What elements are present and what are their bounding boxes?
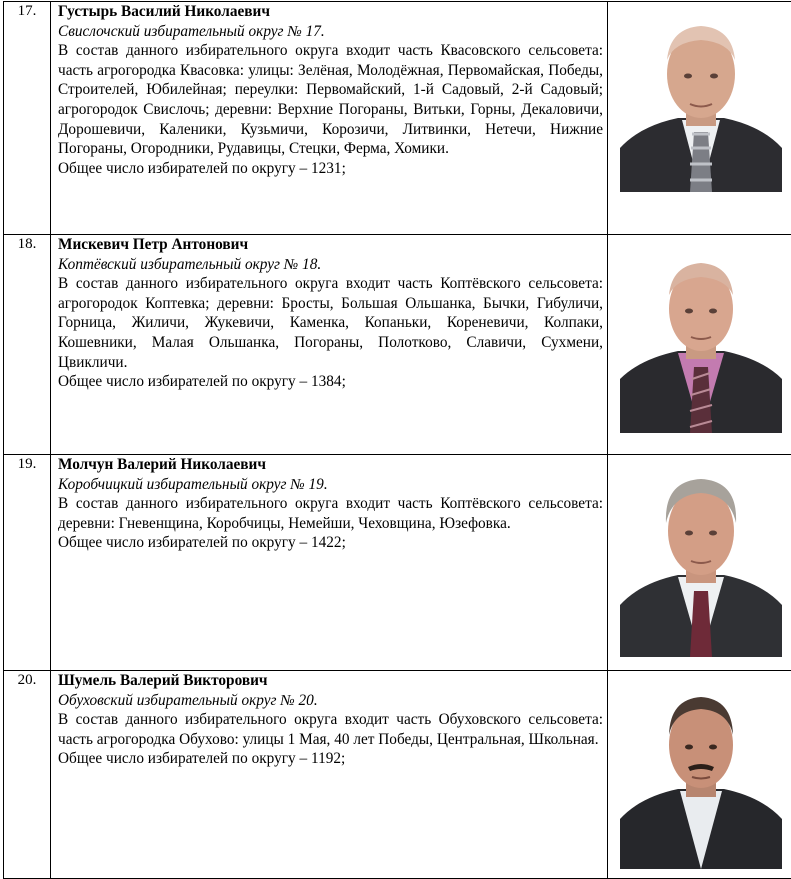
candidate-info (51, 671, 608, 879)
voter-count: Общее число избирателей по округу – 1384; (58, 373, 346, 391)
voter-count: Общее число избирателей по округу – 1231; (58, 159, 346, 177)
photo-cell (608, 671, 791, 879)
candidate-info (51, 235, 608, 455)
candidates-table (3, 1, 791, 879)
voter-count: Общее число избирателей по округу – 1422; (58, 534, 346, 552)
photo-cell (608, 235, 791, 455)
district-description: В состав данного избирательного округа входит часть Коптёвского сельсовета: деревни: Гневенщина, Коробчицы, Немейши, Чеховщина, Юзефовка. (58, 495, 603, 532)
candidate-info (51, 2, 608, 235)
district-name: Свислочский избирательный округ № 17. (58, 22, 325, 40)
district-name: Обуховский избирательный округ № 20. (58, 691, 318, 709)
candidate-name: Мискевич Петр Антонович (58, 236, 249, 253)
candidate-photo (620, 8, 782, 192)
table-row (4, 2, 791, 235)
district-name: Коробчицкий избирательный округ № 19. (58, 475, 328, 493)
row-number: 19. (4, 455, 51, 671)
voter-count: Общее число избирателей по округу – 1192; (58, 750, 346, 768)
photo-cell (608, 2, 791, 235)
table-row (4, 235, 791, 455)
district-description: В состав данного избирательного округа входит часть Обуховского сельсовета: часть агрогородка Обухово: улицы 1 Мая, 40 лет Победы, Центральная, Школьная. (58, 711, 603, 748)
district-name: Коптёвский избирательный округ № 18. (58, 255, 322, 273)
candidate-photo (620, 247, 782, 433)
row-number: 17. (4, 2, 51, 235)
row-number: 18. (4, 235, 51, 455)
photo-cell (608, 455, 791, 671)
candidate-name: Шумель Валерий Викторович (58, 672, 268, 689)
candidate-name: Молчун Валерий Николаевич (58, 456, 266, 473)
table-row (4, 455, 791, 671)
row-number: 20. (4, 671, 51, 879)
candidate-name: Густырь Василий Николаевич (58, 3, 270, 20)
district-description: В состав данного избирательного округа входит часть Коптёвского сельсовета: агрогородок Коптевка; деревни: Бросты, Большая Ольшанка, Бычки, Гибуличи, Горница, Жиличи, Жукевичи, Каменка, Копаньки, Кореневичи, Колпаки, Кошевники, Малая Ольшанка, Погораны, Полотково, Славичи, Сухмени, Цвикличи. (58, 275, 603, 371)
district-description: В состав данного избирательного округа входит часть Квасовского сельсовета: часть агрогородка Квасовка: улицы: Зелёная, Молодёжная, Первомайская, Победы, Строителей, Юбилейная; переулки: Первомайский, 1-й Садовый, 2-й Садовый; агрогородок Свислочь; деревни: Верхние Погораны, Витьки, Горны, Декаловичи, Дорошевичи, Каленики, Кузьмичи, Корозичи, Литвинки, Нетечи, Нижние Погораны, Огородники, Рудавицы, Стецки, Ферма, Хомики. (58, 42, 603, 158)
candidate-photo (620, 681, 782, 869)
candidate-photo (620, 465, 782, 657)
table-row (4, 671, 791, 879)
candidate-info (51, 455, 608, 671)
